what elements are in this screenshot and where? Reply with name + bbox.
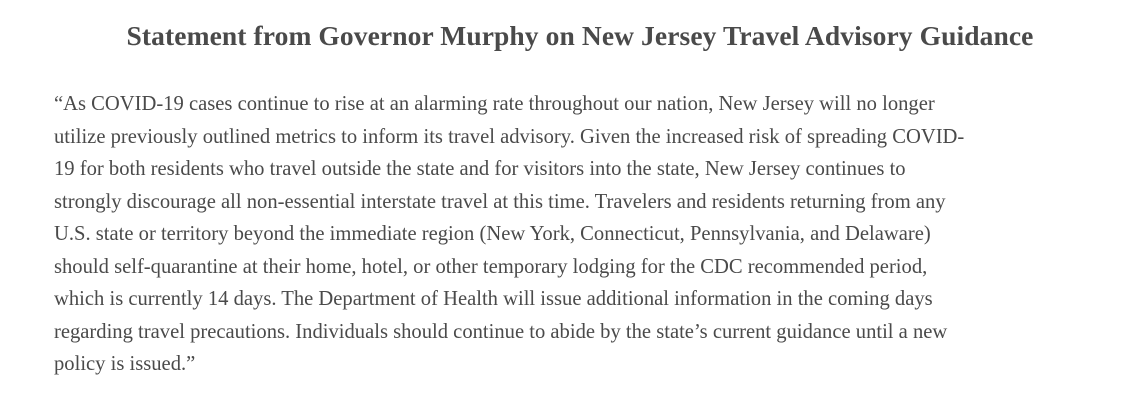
statement-line: U.S. state or territory beyond the immediate region (New York, Connecticut, Pennsylvania, and Delaware) (54, 223, 931, 245)
statement-line: utilize previously outlined metrics to inform its travel advisory. Given the increased risk of spreading COVID- (54, 125, 965, 148)
statement-line: should self-quarantine at their home, hotel, or other temporary lodging for the CDC recommended period, (54, 255, 928, 278)
statement-line: strongly discourage all non-essential interstate travel at this time. Travelers and residents returning from any (54, 190, 946, 213)
statement-body (54, 88, 1106, 381)
statement-line: 19 for both residents who travel outside the state and for visitors into the state, New Jersey continues to (54, 158, 906, 180)
statement-line: “As COVID-19 cases continue to rise at an alarming rate throughout our nation, New Jersey will no longer (54, 93, 935, 115)
statement-line: which is currently 14 days. The Department of Health will issue additional information in the coming days (54, 288, 933, 310)
statement-title: Statement from Governor Murphy on New Jersey Travel Advisory Guidance (126, 20, 1034, 51)
statement-line: regarding travel precautions. Individuals should continue to abide by the state’s current guidance until a new (54, 320, 948, 343)
statement-line: policy is issued.” (54, 353, 196, 375)
